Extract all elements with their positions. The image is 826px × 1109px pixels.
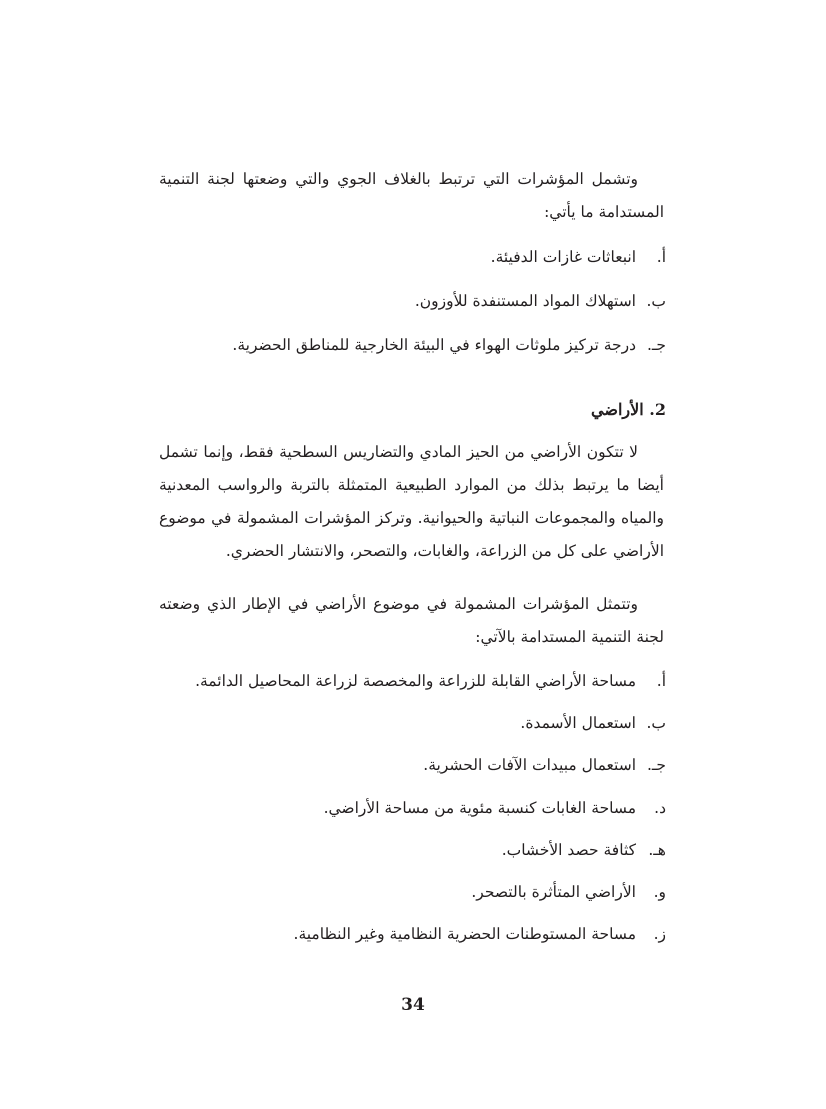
list-item xyxy=(146,925,666,967)
list-item-text: مساحة الأراضي القابلة للزراعة والمخصصة لزراعة المحاصيل الدائمة. xyxy=(195,672,636,690)
list-item-text: الأراضي المتأثرة بالتصحر. xyxy=(471,882,636,901)
list-marker: هـ. xyxy=(648,840,666,859)
list-item xyxy=(146,883,666,925)
list-item xyxy=(146,292,666,336)
list-item xyxy=(146,672,666,714)
list-marker: أ. xyxy=(656,672,666,690)
list-marker: جـ. xyxy=(646,756,666,775)
list-item xyxy=(146,756,666,798)
list-marker: ب. xyxy=(646,292,666,310)
list-item-text: استهلاك المواد المستنفدة للأوزون. xyxy=(414,292,636,310)
list-item-text: كثافة حصد الأخشاب. xyxy=(501,840,636,859)
section-heading: 2. الأراضي xyxy=(591,400,666,419)
list-marker: أ. xyxy=(656,248,666,266)
atmosphere-indicators-list xyxy=(146,248,666,380)
land-indicators-list xyxy=(146,672,666,967)
page-number: 34 xyxy=(401,995,425,1015)
list-item-text: انبعاثات غازات الدفيئة. xyxy=(490,248,636,266)
list-item-text: درجة تركيز ملوثات الهواء في البيئة الخارجية للمناطق الحضرية. xyxy=(232,336,636,354)
atmosphere-intro-paragraph: وتشمل المؤشرات التي ترتبط بالغلاف الجوي والتي وضعتها لجنة التنمية المستدامة ما يأتي: xyxy=(159,170,664,221)
list-item-text: مساحة المستوطنات الحضرية النظامية وغير النظامية. xyxy=(293,925,636,944)
list-item-text: استعمال الأسمدة. xyxy=(520,714,636,733)
land-paragraph: لا تتكون الأراضي من الحيز المادي والتضاريس السطحية فقط، وإنما تشمل أيضا ما يرتبط بذلك من الموارد الطبيعية المتمثلة بالتربة والرواسب المعدنية والمياه والمجموعات النباتية والحيوانية. وتركز المؤشرات المشمولة في موضوع الأراضي على كل من الزراعة، والغابات، والتصحر، والانتشار الحضري. xyxy=(159,443,664,560)
list-item xyxy=(146,248,666,292)
list-marker: ب. xyxy=(646,714,666,733)
list-item xyxy=(146,799,666,841)
list-item xyxy=(146,841,666,883)
list-item xyxy=(146,714,666,756)
list-item xyxy=(146,336,666,380)
list-marker: جـ. xyxy=(646,336,666,354)
list-item-text: مساحة الغابات كنسبة مئوية من مساحة الأراضي. xyxy=(323,798,636,817)
list-item-text: استعمال مبيدات الآفات الحشرية. xyxy=(423,756,636,775)
list-marker: و. xyxy=(653,882,666,901)
land-intro-paragraph: وتتمثل المؤشرات المشمولة في موضوع الأراضي في الإطار الذي وضعته لجنة التنمية المستدامة بالآتي: xyxy=(159,595,664,646)
list-marker: ز. xyxy=(653,925,666,944)
list-marker: د. xyxy=(654,798,666,817)
